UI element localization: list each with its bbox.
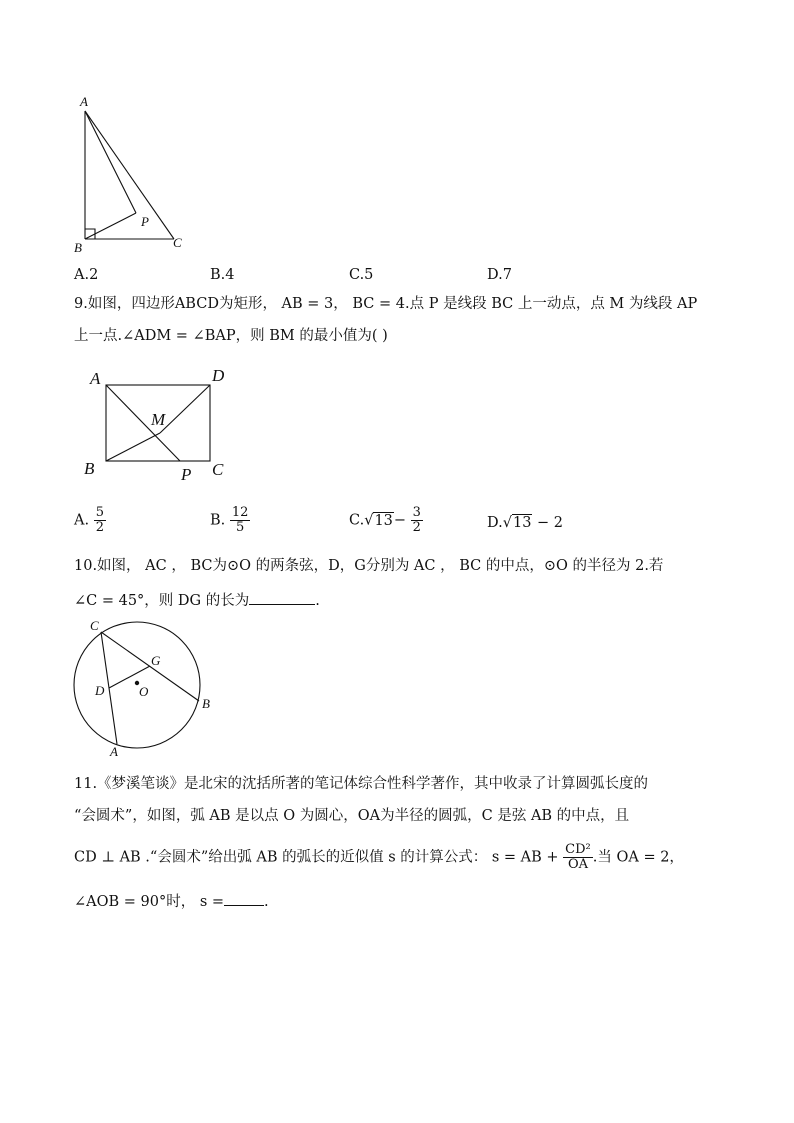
- q8-label-p: P: [141, 214, 149, 229]
- q8-label-b: B: [74, 240, 82, 255]
- q11-stem-line3: CD ⊥ AB .“会圆术”给出弧 AB 的弧长的近似值 s 的计算公式： s = AB + $\frac{\text{CD²}}{OA}$ .当 OA = 2，: [74, 842, 684, 872]
- q10-label-o: O: [139, 684, 149, 699]
- q8-option-a: A.2: [74, 267, 99, 283]
- q9-option-b: B. $\frac{12}{5}$: [210, 505, 249, 535]
- q9-stem-line2: 上一点.∠ADM = ∠BAP，则 BM 的最小值为( ): [74, 328, 388, 344]
- q10-label-g: G: [151, 653, 161, 668]
- q8-option-d: D.7: [487, 267, 512, 283]
- q11-stem-line1: 11.《梦溪笔谈》是北宋的沈括所著的笔记体综合性科学著作，其中收录了计算圆弧长度的: [74, 776, 649, 792]
- q9-stem-line1: 9.如图，四边形ABCD为矩形， AB = 3， BC = 4.点 P 是线段 BC 上一动点，点 M 为线段 AP: [74, 296, 698, 312]
- q10-label-c: C: [90, 618, 99, 633]
- q9-option-c: C.√13− $\frac{3}{2}$: [349, 505, 421, 535]
- q9-label-a: A: [90, 369, 101, 388]
- q9-label-c: C: [212, 460, 224, 479]
- q9-label-m: M: [151, 410, 166, 429]
- q10-stem-line2: ∠C = 45°，则 DG 的长为 .: [74, 590, 320, 611]
- q10-stem-line1: 10.如图， AC ， BC为⊙O 的两条弦，D，G分别为 AC ， BC 的中点，⊙O 的半径为 2.若: [74, 558, 664, 574]
- q10-label-d: D: [95, 683, 105, 698]
- q10-label-a: A: [110, 744, 118, 759]
- q11-answer-blank[interactable]: [224, 891, 264, 906]
- q11-formula-fraction: $\frac{\text{CD²}}{OA}$: [565, 842, 591, 872]
- q11-stem-line2: “会圆术”，如图，弧 AB 是以点 O 为圆心，OA为半径的圆弧，C 是弦 AB 的中点，且: [74, 808, 630, 824]
- q8-option-b: B.4: [210, 267, 235, 283]
- q9-label-b: B: [84, 459, 95, 478]
- q9-label-d: D: [212, 366, 225, 385]
- q9-label-p: P: [181, 465, 192, 484]
- q11-stem-line4: ∠AOB = 90°时， s = .: [74, 891, 269, 912]
- q8-option-c: C.5: [349, 267, 374, 283]
- q8-label-c: C: [173, 235, 182, 250]
- q9-option-a: A. $\frac{5}{2}$: [74, 505, 104, 535]
- q8-label-a: A: [80, 94, 88, 109]
- q10-label-b: B: [202, 696, 210, 711]
- q9-option-d: D.√13 − 2: [487, 515, 564, 531]
